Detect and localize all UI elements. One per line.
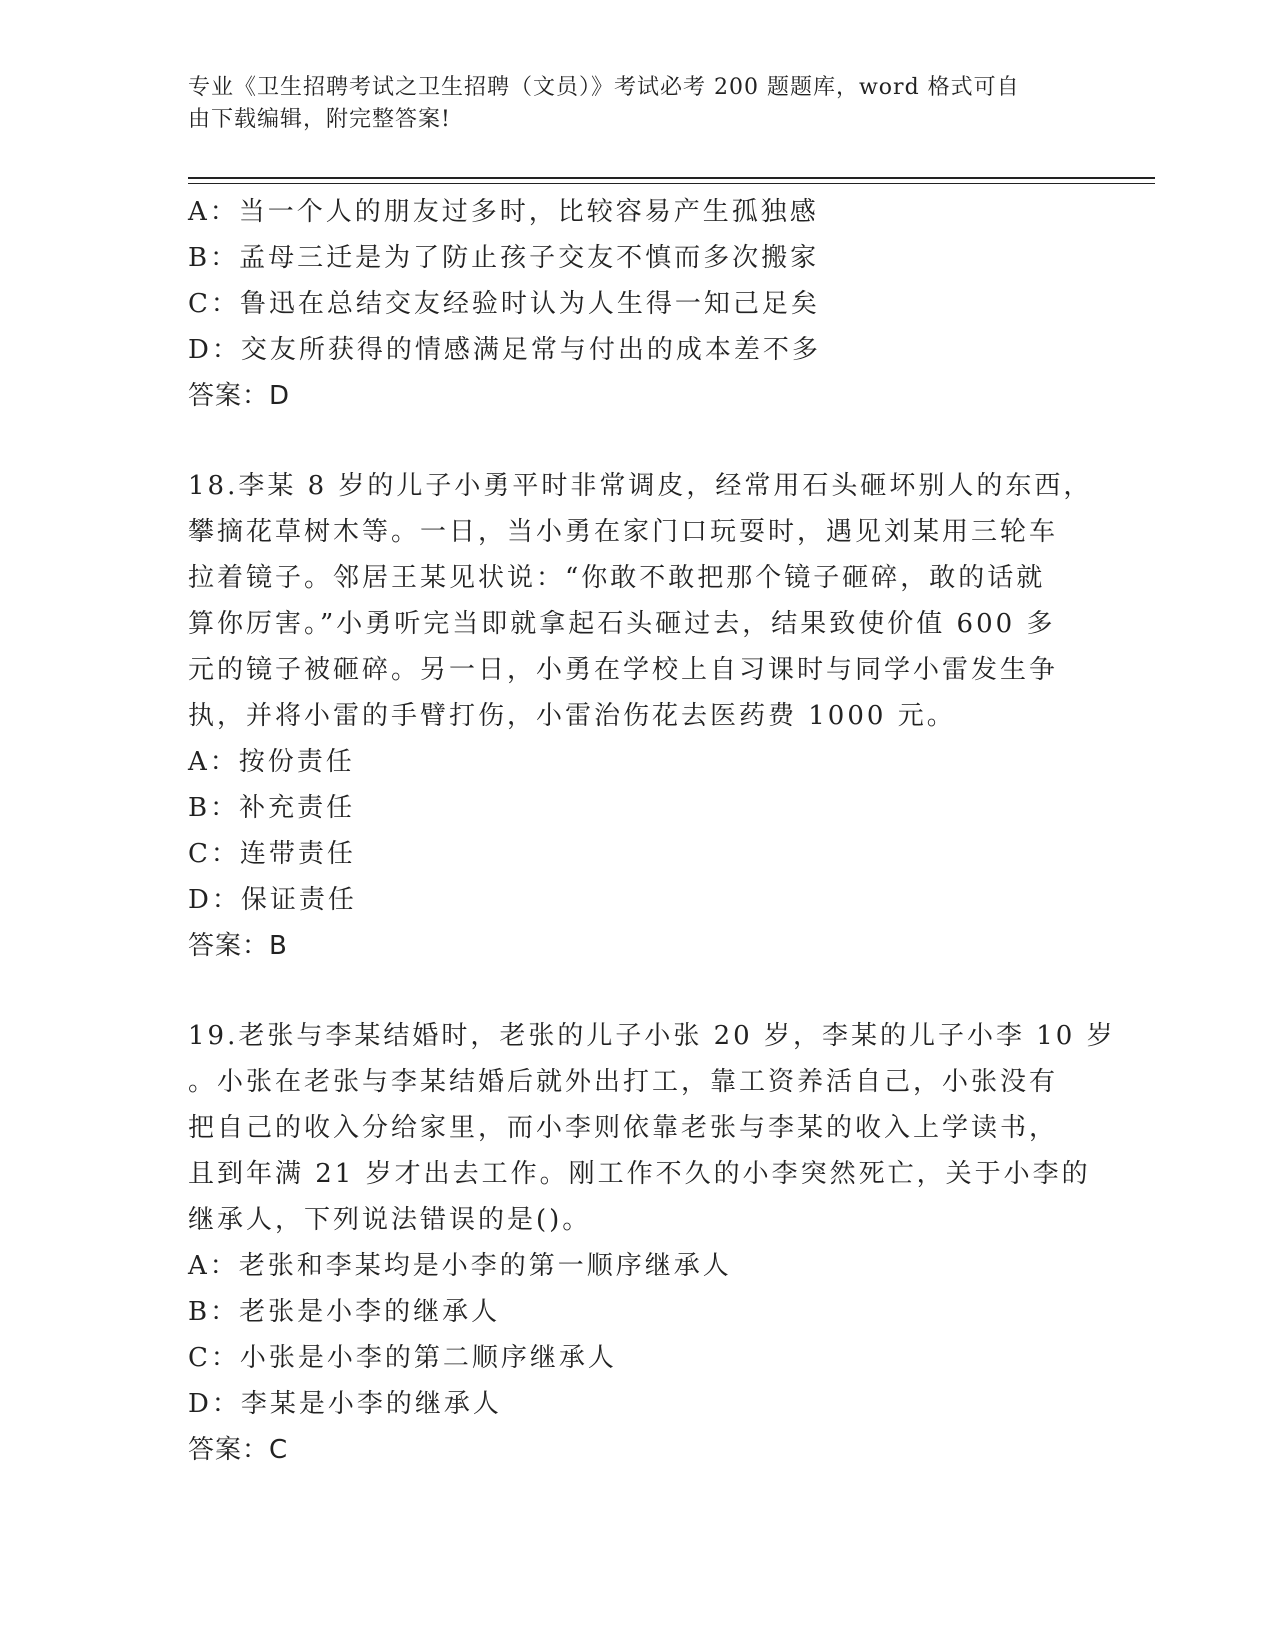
question-gap — [188, 969, 1088, 1013]
q18-answer: 答案：B — [188, 931, 288, 961]
q17-option-b: B：孟母三迁是为了防止孩子交友不慎而多次搬家 — [188, 243, 820, 273]
question-gap — [188, 419, 1088, 463]
q19-stem-line-5: 继承人，下列说法错误的是()。 — [188, 1205, 592, 1235]
q19-option-b: B：老张是小李的继承人 — [188, 1297, 501, 1327]
q19-option-a: A：老张和李某均是小李的第一顺序继承人 — [188, 1251, 732, 1281]
q18-stem-line-6: 执，并将小雷的手臂打伤，小雷治伤花去医药费 1000 元。 — [188, 701, 956, 731]
header-line-2: 由下载编辑，附完整答案! — [188, 107, 451, 132]
q17-option-d: D：交友所获得的情感满足常与付出的成本差不多 — [188, 335, 821, 365]
header-divider-thick — [188, 177, 1155, 179]
q19-option-d: D：李某是小李的继承人 — [188, 1389, 502, 1419]
question-18 — [188, 463, 1093, 969]
q18-option-c: C：连带责任 — [188, 839, 356, 869]
q19-stem-line-3: 把自己的收入分给家里，而小李则依靠老张与李某的收入上学读书， — [188, 1113, 1059, 1143]
q18-stem-line-5: 元的镜子被砸碎。另一日，小勇在学校上自习课时与同学小雷发生争 — [188, 655, 1059, 685]
q19-option-c: C：小张是小李的第二顺序继承人 — [188, 1343, 617, 1373]
q18-stem-line-3: 拉着镜子。邻居王某见状说：“你敢不敢把那个镜子砸碎，敢的话就 — [188, 563, 1046, 593]
q18-stem-line-2: 攀摘花草树木等。一日，当小勇在家门口玩耍时，遇见刘某用三轮车 — [188, 517, 1059, 547]
header-divider-thin — [188, 183, 1155, 184]
question-19 — [188, 1013, 1116, 1473]
q19-answer: 答案：C — [188, 1435, 289, 1465]
q19-stem-line-1: 19.老张与李某结婚时，老张的儿子小张 20 岁，李某的儿子小李 10 岁 — [188, 1021, 1116, 1051]
q18-option-a: A：按份责任 — [188, 747, 355, 777]
q18-option-b: B：补充责任 — [188, 793, 356, 823]
q18-stem-line-4: 算你厉害。”小勇听完当即就拿起石头砸过去，结果致使价值 600 多 — [188, 609, 1056, 639]
document-header — [188, 72, 1078, 136]
q17-answer: 答案：D — [188, 381, 291, 411]
question-17 — [188, 189, 1088, 419]
q18-option-d: D：保证责任 — [188, 885, 357, 915]
q17-option-a: A：当一个人的朋友过多时，比较容易产生孤独感 — [188, 197, 819, 227]
q18-stem-line-1: 18.李某 8 岁的儿子小勇平时非常调皮，经常用石头砸坏别人的东西， — [188, 471, 1093, 501]
q17-option-c: C：鲁迅在总结交友经验时认为人生得一知己足矣 — [188, 289, 820, 319]
header-line-1: 专业《卫生招聘考试之卫生招聘（文员）》考试必考 200 题题库，word 格式可自 — [188, 75, 1020, 100]
question-content — [188, 189, 1116, 1473]
q19-stem-line-4: 且到年满 21 岁才出去工作。刚工作不久的小李突然死亡，关于小李的 — [188, 1159, 1091, 1189]
q19-stem-line-2: 。小张在老张与李某结婚后就外出打工，靠工资养活自己，小张没有 — [188, 1067, 1059, 1097]
